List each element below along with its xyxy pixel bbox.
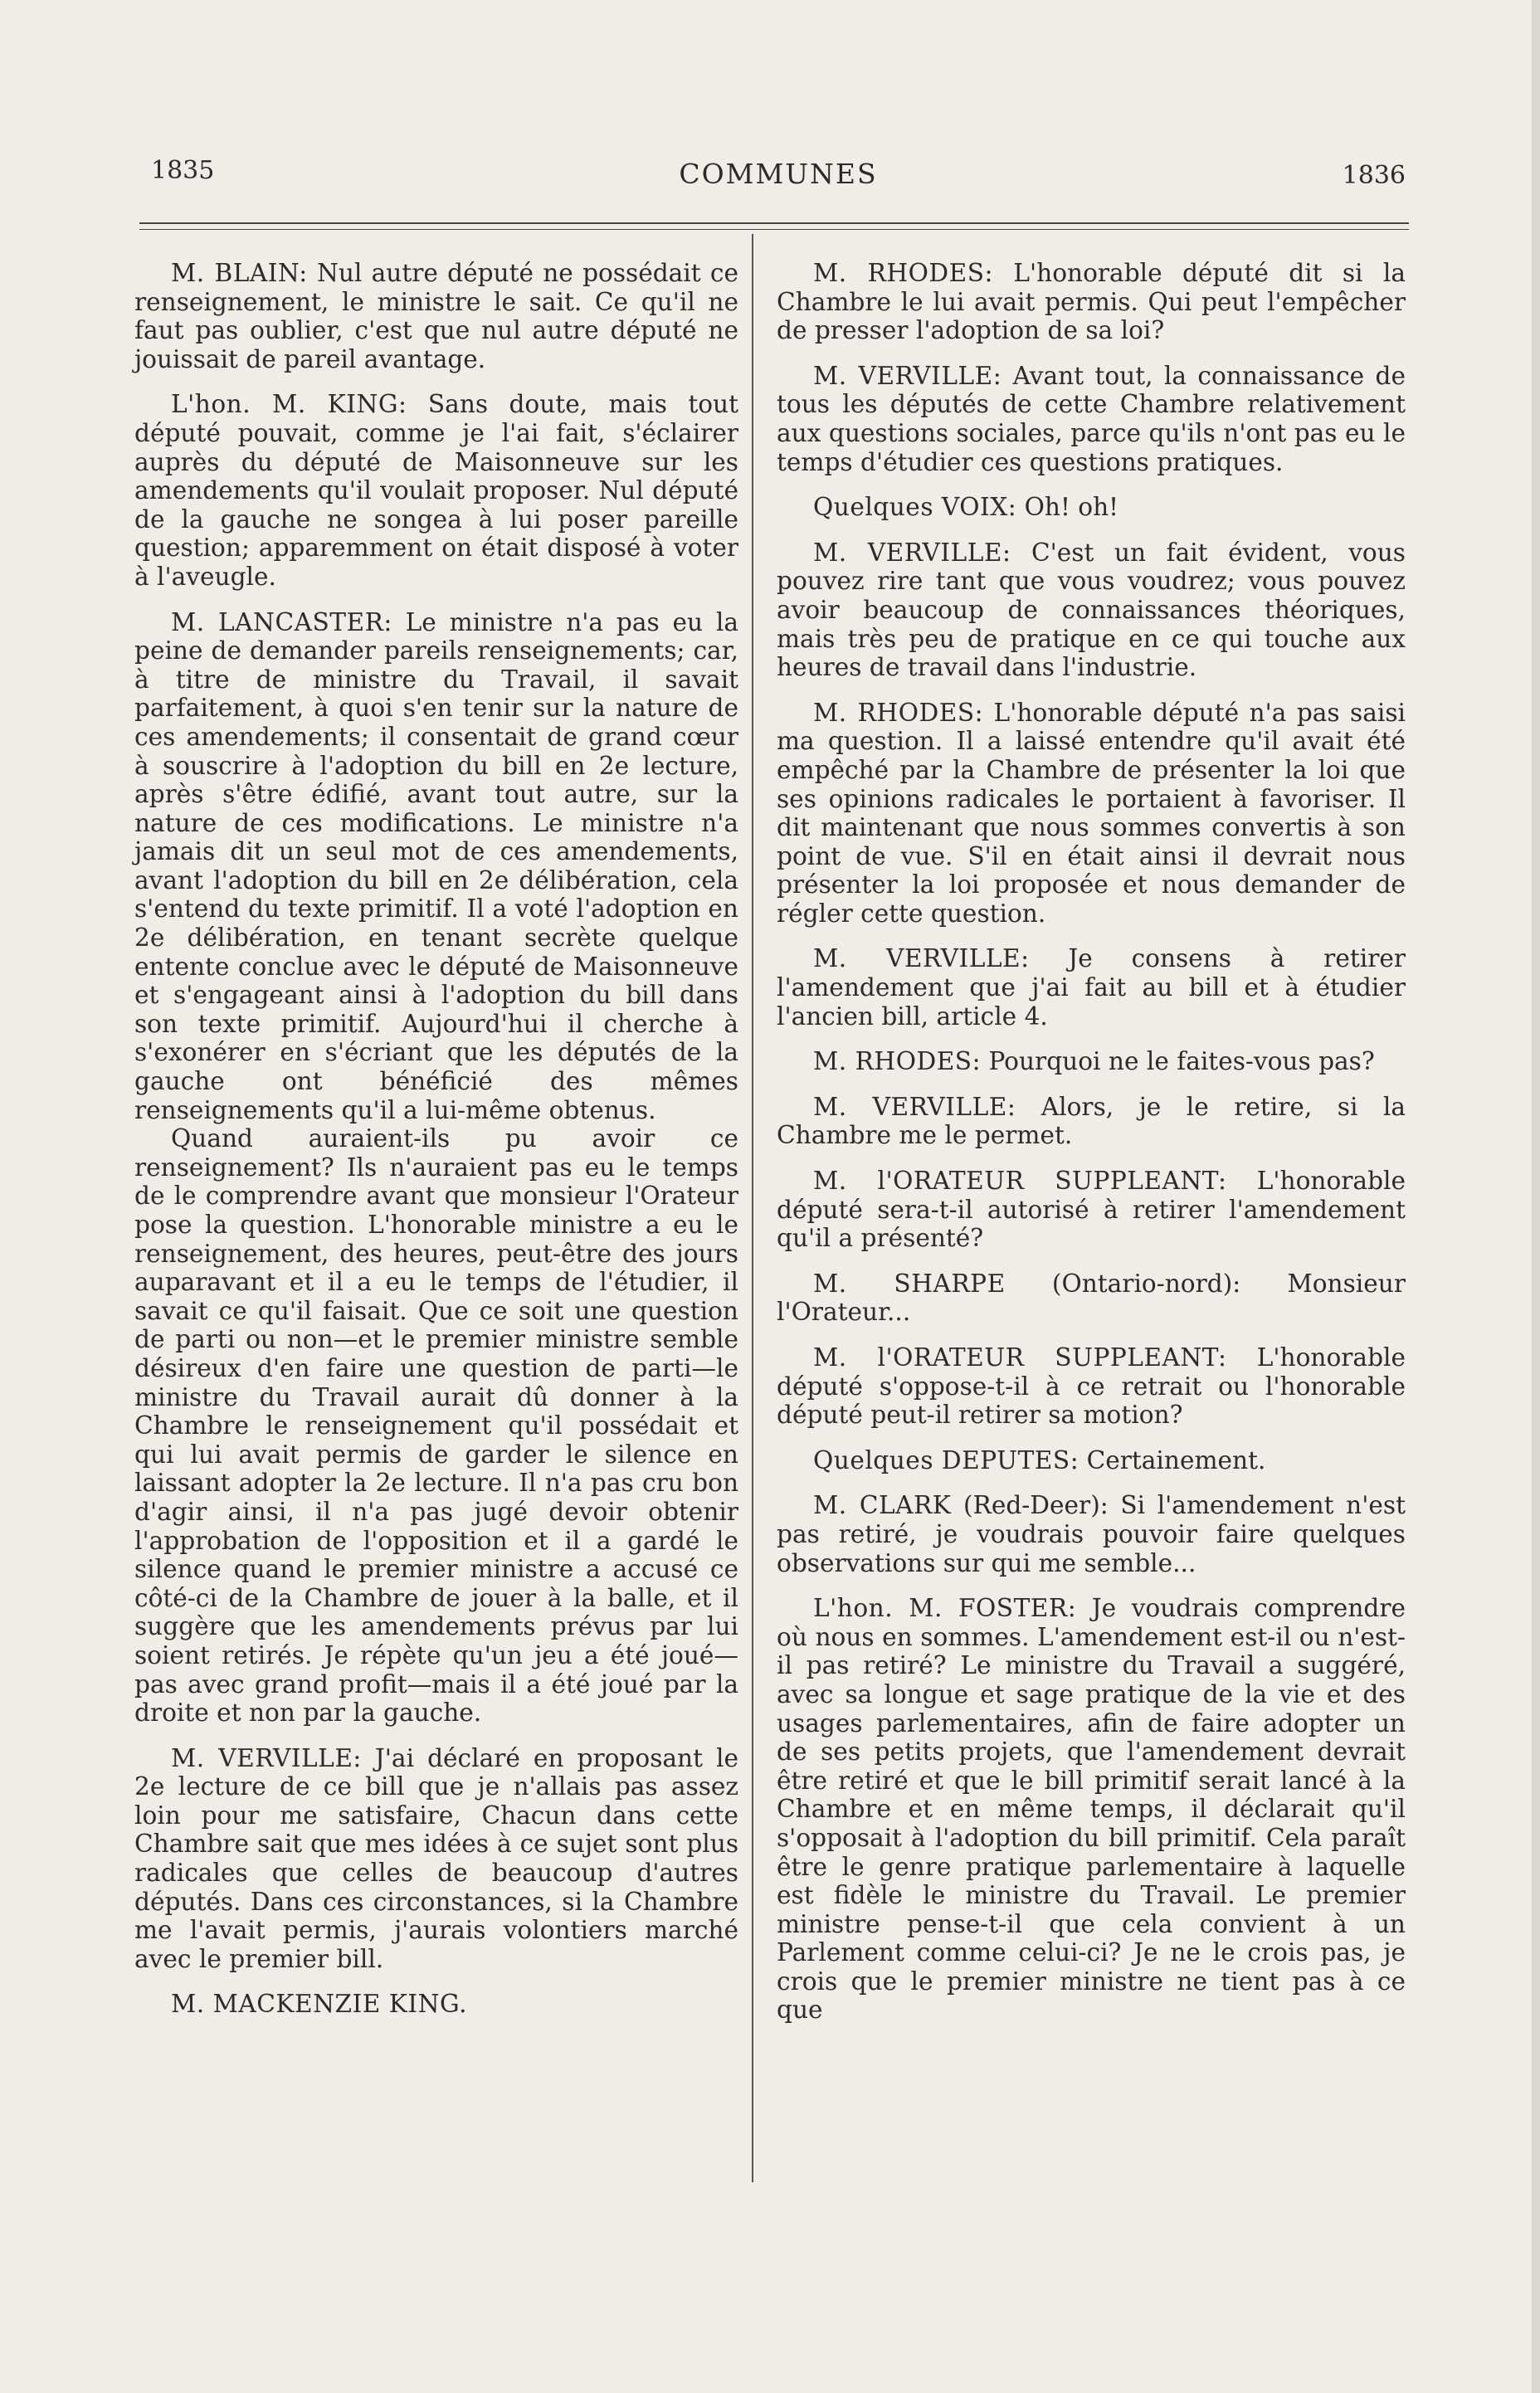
paragraph [777, 259, 1406, 345]
paragraph-text: Je consens à retirer l'amendement que j'ai fait au bill et à étudier l'ancien bill, article 4. [777, 944, 1406, 1031]
speaker-name: M. SHARPE [813, 1269, 1006, 1298]
paragraph [777, 539, 1406, 682]
paragraph-text: L'honorable député dit si la Chambre le lui avait permis. Qui peut l'empêcher de presser l'adoption de sa loi? [777, 259, 1406, 345]
header-rule [139, 222, 1409, 224]
speaker-name: M. LANCASTER: [171, 607, 392, 636]
paragraph [777, 493, 1406, 522]
speaker-name: M. CLARK [813, 1491, 952, 1520]
page-number-left: 1835 [151, 156, 215, 185]
paragraph [777, 1491, 1406, 1577]
paragraph [777, 1270, 1406, 1327]
paragraph [134, 608, 738, 1125]
paragraph-text: J'ai déclaré en proposant le 2e lecture de ce bill que je n'allais pas assez loin pour me satisfaire, Chacun dans cette Chambre sait que mes idées à ce sujet sont plus radicales que celles de beaucoup d'autres députés. Dans ces circonstances, si la Chambre me l'avait permis, j'aurais volontiers marché avec le premier bill. [134, 1743, 738, 1973]
paragraph-text: Oh! oh! [1016, 493, 1119, 522]
paragraph [777, 699, 1406, 928]
speaker-name: M. MACKENZIE KING. [171, 1990, 467, 2019]
paragraph-text: Avant tout, la connaissance de tous les députés de cette Chambre relativement aux questions sociales, parce qu'ils n'ont pas eu le temps d'étudier ces questions pratiques. [777, 361, 1406, 476]
paragraph-text: (Ontario-nord): Monsieur l'Orateur... [777, 1269, 1406, 1327]
speaker-name: M. l'ORATEUR SUPPLEANT: [813, 1167, 1227, 1196]
paragraph [777, 1446, 1406, 1475]
speaker-name: M. VERVILLE: [813, 538, 1011, 567]
paragraph-text: L'honorable député s'oppose-t-il à ce retrait ou l'honorable député peut-il retirer sa motion? [777, 1343, 1406, 1430]
page-header [151, 156, 1406, 197]
paragraph-text: L'honorable député sera-t-il autorisé à retirer l'amendement qu'il a présenté? [777, 1167, 1406, 1253]
speaker-name: M. RHODES: [813, 698, 984, 727]
paragraph-text: Le ministre n'a pas eu la peine de demander pareils renseignements; car, à titre de ministre du Travail, il savait parfaitement, à quoi s'en tenir sur la nature de ces amendements; il consentait de grand cœur à souscrire à l'adoption du bill en 2e lecture, après s'être édifié, avant tout autre, sur la nature de ces modifications. Le ministre n'a jamais dit un seul mot de ces amendements, avant l'adoption du bill en 2e délibération, cela s'entend du texte primitif. Il a voté l'adoption en 2e délibération, en tenant secrète quelque entente conclue avec le député de Maisonneuve et s'engageant ainsi à l'adoption du bill dans son texte primitif. Aujourd'hui il cherche à s'exonérer en s'écriant que les députés de la gauche ont bénéficié des mêmes renseignements qu'il a lui-même obtenus. [134, 607, 738, 1124]
paragraph-text: (Red-Deer): Si l'amendement n'est pas retiré, je voudrais pouvoir faire quelques observations sur qui me semble... [777, 1491, 1406, 1577]
speaker-name: M. VERVILLE: [813, 361, 1002, 390]
paragraph-text: C'est un fait évident, vous pouvez rire tant que vous voudrez; vous pouvez avoir beaucoup de connaissances théoriques, mais très peu de pratique en ce qui touche aux heures de travail dans l'industrie. [777, 538, 1406, 682]
header-rule-thin [139, 229, 1409, 230]
paragraph-text: Je voudrais comprendre où nous en sommes. L'amendement est-il ou n'est-il pas retiré? Le ministre du Travail a suggéré, avec sa longue et sage pratique de la vie et des usages parlementaires, afin de faire adopter un de ses petits projets, que l'amendement devrait être retiré et que le bill primitif serait lancé à la Chambre et en même temps, il déclarait qu'il s'opposait à l'adoption du bill primitif. Cela paraît être le genre pratique parlementaire à laquelle est fidèle le ministre du Travail. Le premier ministre pense-t-il que cela convient à un Parlement comme celui-ci? Je ne le crois pas, je crois que le premier ministre ne tient pas à ce que [777, 1594, 1406, 2025]
paragraph-text: L'honorable député n'a pas saisi ma question. Il a laissé entendre qu'il avait été empêché par la Chambre de présenter la loi que ses opinions radicales le portaient à favoriser. Il dit maintenant que nous sommes convertis à son point de vue. S'il en était ainsi il devrait nous présenter la loi proposée et nous demander de régler cette question. [777, 698, 1406, 928]
paragraph [777, 1343, 1406, 1430]
left-column [134, 259, 738, 2035]
paragraph [777, 1047, 1406, 1076]
page-number-right: 1836 [1342, 161, 1406, 190]
paragraph-text: Alors, je le retire, si la Chambre me le permet. [777, 1092, 1406, 1150]
paragraph [134, 390, 738, 591]
paragraph [134, 1744, 738, 1974]
paragraph [777, 1093, 1406, 1150]
paragraph-text: Nul autre député ne possédait ce renseignement, le ministre le sait. Ce qu'il ne faut pas oublier, c'est que nul autre député ne jouissait de pareil avantage. [134, 259, 738, 373]
speaker-name: M. VERVILLE: [813, 1092, 1016, 1121]
speaker-name: Quelques DEPUTES: [813, 1445, 1079, 1474]
paragraph-text: Certainement. [1079, 1445, 1266, 1474]
speaker-name: L'hon. M. FOSTER: [813, 1594, 1077, 1623]
paragraph [777, 362, 1406, 476]
paragraph [134, 1990, 738, 2019]
speaker-name: M. RHODES: [813, 1047, 982, 1076]
running-title: COMMUNES [679, 158, 878, 190]
paragraph [134, 1124, 738, 1727]
paragraph [777, 1594, 1406, 2025]
paragraph [777, 1167, 1406, 1253]
speaker-name: M. VERVILLE: [813, 944, 1030, 973]
speaker-name: M. l'ORATEUR SUPPLEANT: [813, 1343, 1227, 1372]
speaker-name: M. RHODES: [813, 259, 993, 287]
speaker-name: L'hon. M. KING: [171, 390, 407, 419]
paragraph-text: Quand auraient-ils pu avoir ce renseignement? Ils n'auraient pas eu le temps de le comprendre avant que monsieur l'Orateur pose la question. L'honorable ministre a eu le renseignement, des heures, peut-être des jours auparavant et il a eu le temps de l'étudier, il savait ce qu'il faisait. Que ce soit une question de parti ou non—et le premier ministre semble désireux d'en faire une question de parti—le ministre du Travail aurait dû donner à la Chambre le renseignement qu'il possédait et qui lui avait permis de garder le silence en laissant adopter la 2e lecture. Il n'a pas cru bon d'agir ainsi, il n'a pas jugé devoir obtenir l'approbation de l'opposition et il a gardé le silence quand le premier ministre a accusé ce côté-ci de la Chambre de jouer à la balle, et il suggère que les amendements prévus par lui soient retirés. Je répète qu'un jeu a été joué—pas avec grand profit—mais il a été joué par la droite et non par la gauche. [134, 1124, 738, 1728]
speaker-name: M. VERVILLE: [171, 1743, 362, 1772]
speaker-name: M. BLAIN: [171, 259, 308, 287]
column-divider [752, 234, 753, 2182]
speaker-name: Quelques VOIX: [813, 493, 1017, 522]
paragraph-text: Sans doute, mais tout député pouvait, comme je l'ai fait, s'éclairer auprès du député de Maisonneuve sur les amendements qu'il voulait proposer. Nul député de la gauche ne songea à lui poser pareille question; apparemment on était disposé à voter à l'aveugle. [134, 390, 738, 591]
paragraph-text: Pourquoi ne le faites-vous pas? [981, 1047, 1375, 1076]
paragraph [134, 259, 738, 373]
right-column [777, 259, 1406, 2041]
page-edge [1532, 0, 1540, 2393]
paragraph [777, 944, 1406, 1031]
